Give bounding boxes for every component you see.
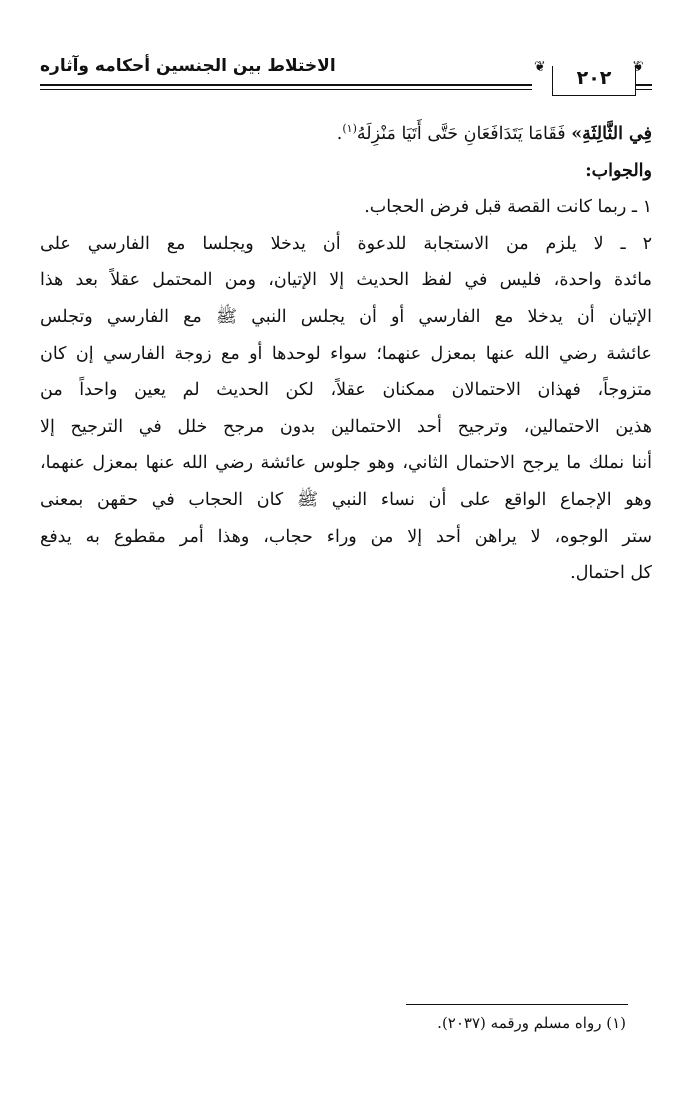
hadith-text: فَقَامَا يَتَدَافَعَانِ حَتَّى أَتَيَا مَنْزِلَهُ [356,124,566,144]
header-rule-end [636,84,652,86]
main-text [40,116,652,592]
header-rule-thin [40,89,532,90]
text-line: أننا نملك ما يرجح الاحتمال الثاني، وهو جلوس عائشة رضي الله عنها بمعزل عنهما، [40,453,652,474]
text-line: الإتيان أن يدخلا مع الفارسي أو أن يجلس النبي ﷺ مع الفارسي وتجلس [40,306,652,327]
hadith-quote-end: فِي الثَّالِثَةِ» [571,124,652,144]
text-line: هذين الاحتمالين، وترجيح أحد الاحتمالين بدون مرجح خلل في الترجيح إلا [40,416,652,437]
leaf-ornament-icon: ❦ [632,59,644,75]
text-line: متزوجاً، فهذان الاحتمالان ممكنان عقلاً، لكن الحديث لم يعين واحداً من [40,380,652,401]
footnote-text: رواه مسلم ورقمه (٢٠٣٧). [437,1014,602,1032]
header-title: الاختلاط بين الجنسين أحكامه وآثاره [40,56,336,76]
text-line: مائدة واحدة، فليس في لفظ الحديث إلا الإتيان، ومن المحتمل عقلاً بعد هذا [40,270,652,291]
text-line: ١ ـ ربما كانت القصة قبل فرض الحجاب. [364,197,652,218]
answer-heading: والجواب: [585,160,652,181]
text-line: كل احتمال. [570,563,652,584]
text-line: ٢ ـ لا يلزم من الاستجابة للدعوة أن يدخلا ويجلسا مع الفارسي على [40,233,652,254]
header-rule-end-thin [636,89,652,90]
running-header [40,54,652,98]
sentence-end: . [336,124,343,144]
footnote [300,1014,626,1032]
text-line: ستر الوجوه، لا يراهن أحد إلا من وراء حجاب، وهذا أمر مقطوع به يدفع [40,526,652,547]
text-line: وهو الإجماع الواقع على أن نساء النبي ﷺ كان الحجاب في حقهن بمعنى [40,489,652,510]
header-rule [40,84,532,86]
page-number-frame [552,66,636,96]
footnote-ref: (١) [342,122,357,136]
leaf-ornament-icon: ❦ [534,59,546,75]
footnote-separator [406,1004,628,1005]
footnote-marker: (١) [606,1014,626,1032]
page-number: ٢٠٢ [576,67,612,89]
text-line: عائشة رضي الله عنها بمعزل عنهما؛ سواء لوحدها أو مع زوجة الفارسي إن كان [40,343,652,364]
text-line [40,116,652,153]
